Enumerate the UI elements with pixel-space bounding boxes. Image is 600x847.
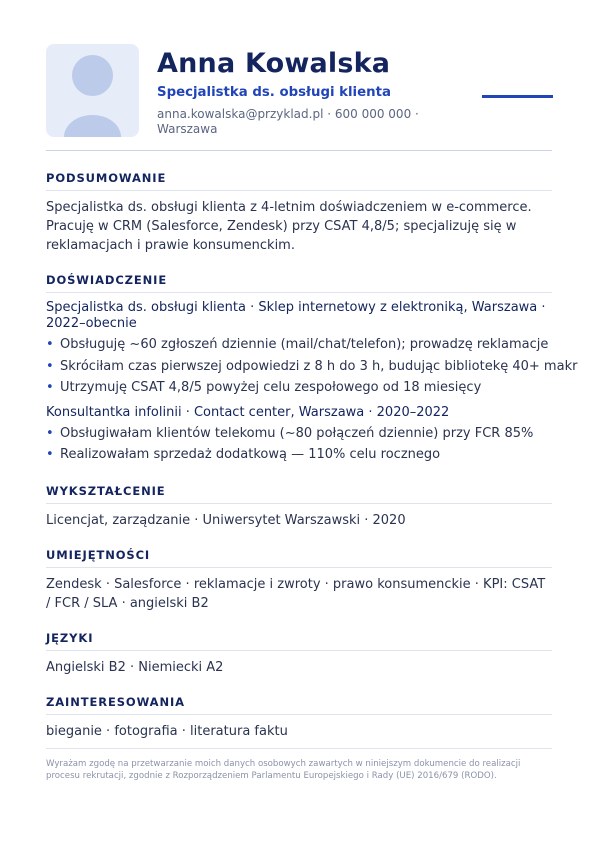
footer-divider <box>46 748 552 749</box>
job-bullet: • Obsługuję ~60 zgłoszeń dziennie (mail/chat/telefon); prowadzę reklamacje <box>46 334 552 356</box>
section-title: JĘZYKI <box>46 630 552 651</box>
cv-header <box>46 44 552 144</box>
job-heading: Specjalistka ds. obsługi klienta · Sklep internetowy z elektroniką, Warszawa · 2022–obecnie <box>46 300 546 331</box>
contact-line-1: anna.kowalska@przyklad.pl · 600 000 000 · <box>157 107 419 121</box>
job-bullet: • Realizowałam sprzedaż dodatkową — 110% celu rocznego <box>46 444 552 466</box>
job-bullets <box>46 334 578 399</box>
section-title: UMIEJĘTNOŚCI <box>46 547 552 568</box>
interests-text: bieganie · fotografia · literatura faktu <box>46 723 288 739</box>
section-title: WYKSZTAŁCENIE <box>46 483 552 504</box>
job-entry <box>46 405 552 466</box>
accent-bar <box>482 95 553 98</box>
job-bullet: • Utrzymuję CSAT 4,8/5 powyżej celu zespołowego od 18 miesięcy <box>46 377 552 399</box>
gdpr-consent-clause: Wyrażam zgodę na przetwarzanie moich danych osobowych zawartych w niniejszym dokumencie do realizacji procesu rekrutacji, zgodnie z Rozporządzeniem Parlamentu Europejskiego i Rady (UE) 2016/679 (RODO). <box>46 759 521 781</box>
summary-text: Specjalistka ds. obsługi klienta z 4-letnim doświadczeniem w e-commerce. Pracuję w CRM (Salesforce, Zendesk) przy CSAT 4,8/5; specjalizuję się w reklamacjach i prawie konsumenckim. <box>46 200 532 253</box>
section-title: DOŚWIADCZENIE <box>46 272 552 293</box>
skills-section <box>46 547 552 613</box>
avatar-body-shape <box>64 115 121 137</box>
job-bullet: • Obsługiwałam klientów telekomu (~80 połączeń dziennie) przy FCR 85% <box>46 423 552 445</box>
skills-text: Zendesk · Salesforce · reklamacje i zwroty · prawo konsumenckie · KPI: CSAT / FCR / SLA · angielski B2 <box>46 576 546 611</box>
summary-section <box>46 170 552 255</box>
job-entry <box>46 300 578 399</box>
candidate-name: Anna Kowalska <box>157 48 391 79</box>
job-bullets <box>46 423 552 466</box>
candidate-role: Specjalistka ds. obsługi klienta <box>157 85 391 100</box>
contact-line-2: Warszawa <box>157 122 218 136</box>
education-text: Licencjat, zarządzanie · Uniwersytet Warszawski · 2020 <box>46 512 406 528</box>
avatar <box>46 44 139 137</box>
cv-page <box>46 44 578 781</box>
avatar-head-shape <box>72 55 113 96</box>
languages-text: Angielski B2 · Niemiecki A2 <box>46 659 224 675</box>
cv-sections <box>46 170 578 758</box>
contact-info <box>157 107 427 137</box>
job-bullet: • Skróciłam czas pierwszej odpowiedzi z 8 h do 3 h, budując bibliotekę 40+ makr <box>46 356 552 378</box>
job-heading: Konsultantka infolinii · Contact center, Warszawa · 2020–2022 <box>46 404 450 420</box>
section-title: PODSUMOWANIE <box>46 170 552 191</box>
experience-section <box>46 272 578 466</box>
header-divider <box>46 150 552 151</box>
education-section <box>46 483 552 530</box>
section-title: ZAINTERESOWANIA <box>46 694 552 715</box>
header-info <box>157 44 427 137</box>
languages-section <box>46 630 552 677</box>
interests-section <box>46 694 552 741</box>
